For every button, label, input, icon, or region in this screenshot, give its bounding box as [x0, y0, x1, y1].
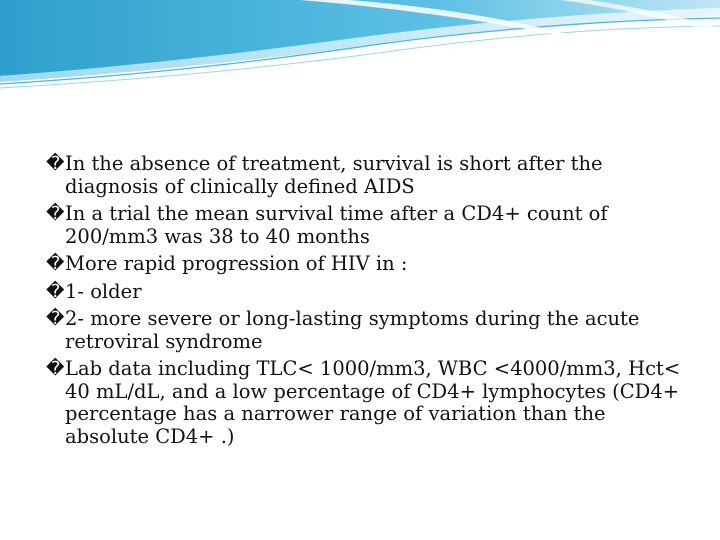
bullet-glyph-icon: �: [46, 308, 65, 329]
bullet-glyph-icon: �: [46, 280, 65, 302]
bullet-list: [46, 153, 686, 453]
bullet-item-4: [46, 281, 686, 304]
bullet-item-3: [46, 253, 686, 276]
bullet-glyph-icon: �: [46, 253, 65, 274]
bullet-text: 1- older: [65, 279, 142, 303]
bullet-text: Lab data including TLC< 1000/mm3, WBC <4000/mm3, Hct< 40 mL/dL, and a low percentage of CD4+ lymphocytes (CD4+ percentage has a narrower range of variation than the absolute CD4+ .): [65, 357, 681, 448]
bullet-glyph-icon: �: [46, 153, 65, 174]
bullet-item-1: [46, 153, 686, 198]
bullet-text: More rapid progression of HIV in :: [65, 252, 408, 275]
bullet-item-2: [46, 203, 686, 248]
bullet-text: In a trial the mean survival time after a CD4+ count of 200/mm3 was 38 to 40 months: [65, 202, 608, 248]
bullet-text: 2- more severe or long-lasting symptoms during the acute retroviral syndrome: [65, 307, 640, 353]
bullet-glyph-icon: �: [46, 358, 65, 379]
bullet-item-5: [46, 308, 686, 353]
bullet-glyph-icon: �: [46, 203, 65, 224]
header-wave-decoration: [0, 0, 720, 90]
bullet-item-6: [46, 358, 686, 448]
bullet-text: In the absence of treatment, survival is short after the diagnosis of clinically defined AIDS: [65, 152, 603, 198]
